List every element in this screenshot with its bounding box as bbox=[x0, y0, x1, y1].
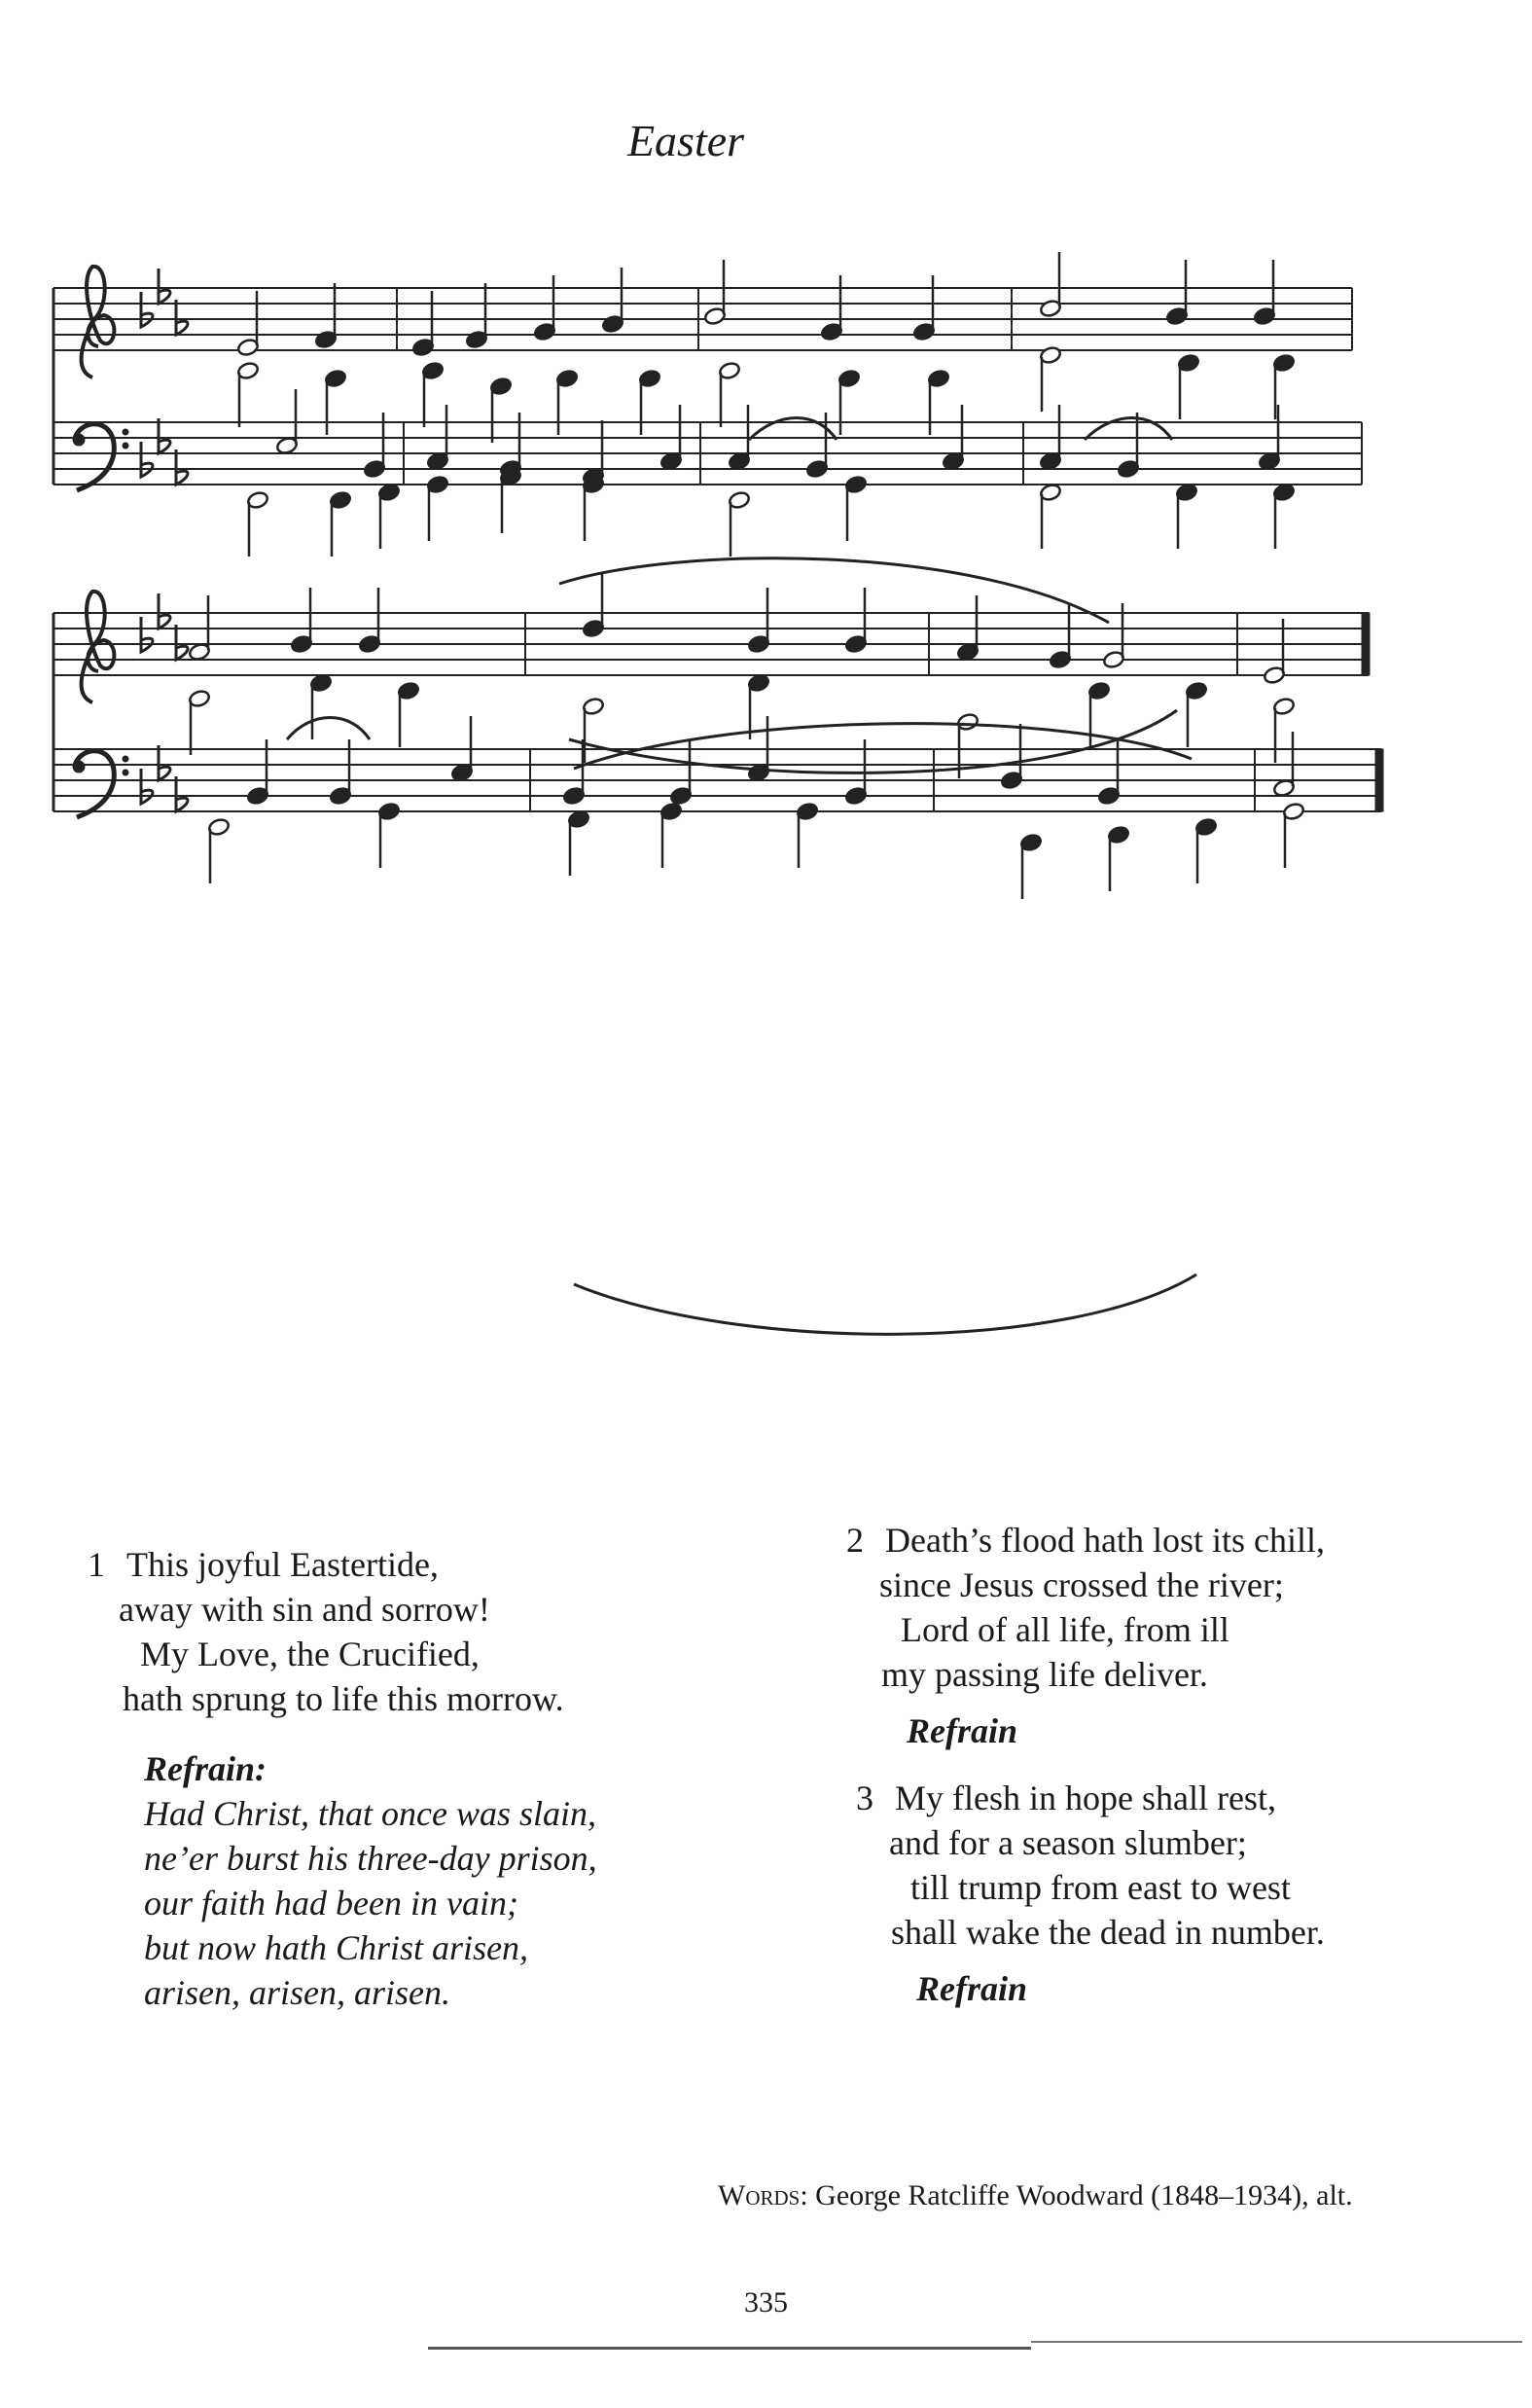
refrain-line: but now hath Christ arisen, bbox=[144, 1928, 529, 1967]
verse-line: and for a season slumber; bbox=[889, 1823, 1247, 1862]
verse-1 bbox=[88, 1542, 564, 1721]
flat-sign bbox=[159, 593, 170, 629]
slur bbox=[287, 718, 370, 740]
verse-number: 1 bbox=[88, 1545, 105, 1584]
flat-sign bbox=[141, 292, 153, 327]
verse-line: since Jesus crossed the river; bbox=[879, 1565, 1284, 1604]
refrain-line: arisen, arisen, arisen. bbox=[144, 1973, 450, 2012]
verse-2 bbox=[846, 1518, 1325, 1753]
flat-sign bbox=[176, 449, 188, 485]
treble-clef bbox=[82, 592, 115, 702]
flat-sign bbox=[141, 617, 153, 652]
flat-sign bbox=[141, 769, 153, 804]
bass-clef-dot bbox=[123, 429, 128, 435]
verse-line: My flesh in hope shall rest, bbox=[895, 1779, 1276, 1817]
final-barline bbox=[1362, 613, 1370, 675]
words-credit bbox=[718, 2179, 1353, 2212]
words-author: George Ratcliffe Woodward (1848–1934), alt. bbox=[815, 2179, 1353, 2211]
verse-line: away with sin and sorrow! bbox=[119, 1590, 490, 1629]
refrain-heading: Refrain: bbox=[144, 1749, 267, 1788]
words-label: Words: bbox=[718, 2179, 808, 2211]
refrain-label: Refrain bbox=[907, 1711, 1018, 1750]
treble-clef bbox=[82, 267, 115, 377]
bass-clef-dot bbox=[123, 756, 128, 762]
bottom-rule-right bbox=[1031, 2341, 1522, 2343]
refrain-line: Had Christ, that once was slain, bbox=[144, 1794, 597, 1833]
verse-line: Death’s flood hath lost its chill, bbox=[885, 1521, 1325, 1560]
flat-sign bbox=[176, 300, 188, 335]
verse-line: My Love, the Crucified, bbox=[140, 1635, 480, 1673]
flat-sign bbox=[159, 269, 170, 304]
verse-line: till trump from east to west bbox=[910, 1868, 1291, 1907]
verse-line: hath sprung to life this morrow. bbox=[123, 1679, 564, 1718]
refrain-line: our faith had been in vain; bbox=[144, 1884, 518, 1923]
verse-line: Lord of all life, from ill bbox=[901, 1610, 1229, 1649]
verse-number: 3 bbox=[856, 1779, 873, 1817]
flat-sign bbox=[159, 745, 170, 780]
slur bbox=[574, 1275, 1196, 1334]
slur bbox=[749, 418, 837, 441]
bass-clef-dot bbox=[73, 761, 85, 773]
refrain bbox=[144, 1746, 597, 2015]
flat-sign bbox=[159, 418, 170, 453]
page-number: 335 bbox=[744, 2286, 788, 2318]
flat-sign bbox=[176, 776, 188, 811]
flat-sign bbox=[176, 625, 188, 660]
verse-3 bbox=[856, 1776, 1325, 2011]
bass-clef-dot bbox=[73, 434, 85, 446]
final-barline bbox=[1375, 749, 1383, 811]
slur bbox=[1085, 418, 1172, 441]
bass-clef-dot bbox=[123, 770, 128, 775]
refrain-line: ne’er burst his three-day prison, bbox=[144, 1839, 597, 1878]
verse-line: my passing life deliver. bbox=[881, 1655, 1208, 1694]
bass-clef-dot bbox=[123, 443, 128, 449]
flat-sign bbox=[141, 442, 153, 477]
page-title: Easter bbox=[626, 116, 745, 165]
verse-line: shall wake the dead in number. bbox=[891, 1913, 1325, 1952]
slur bbox=[569, 710, 1177, 773]
verse-line: This joyful Eastertide, bbox=[126, 1545, 439, 1584]
verse-number: 2 bbox=[846, 1521, 864, 1560]
bottom-rule bbox=[428, 2347, 1031, 2350]
refrain-label: Refrain bbox=[916, 1969, 1028, 2008]
